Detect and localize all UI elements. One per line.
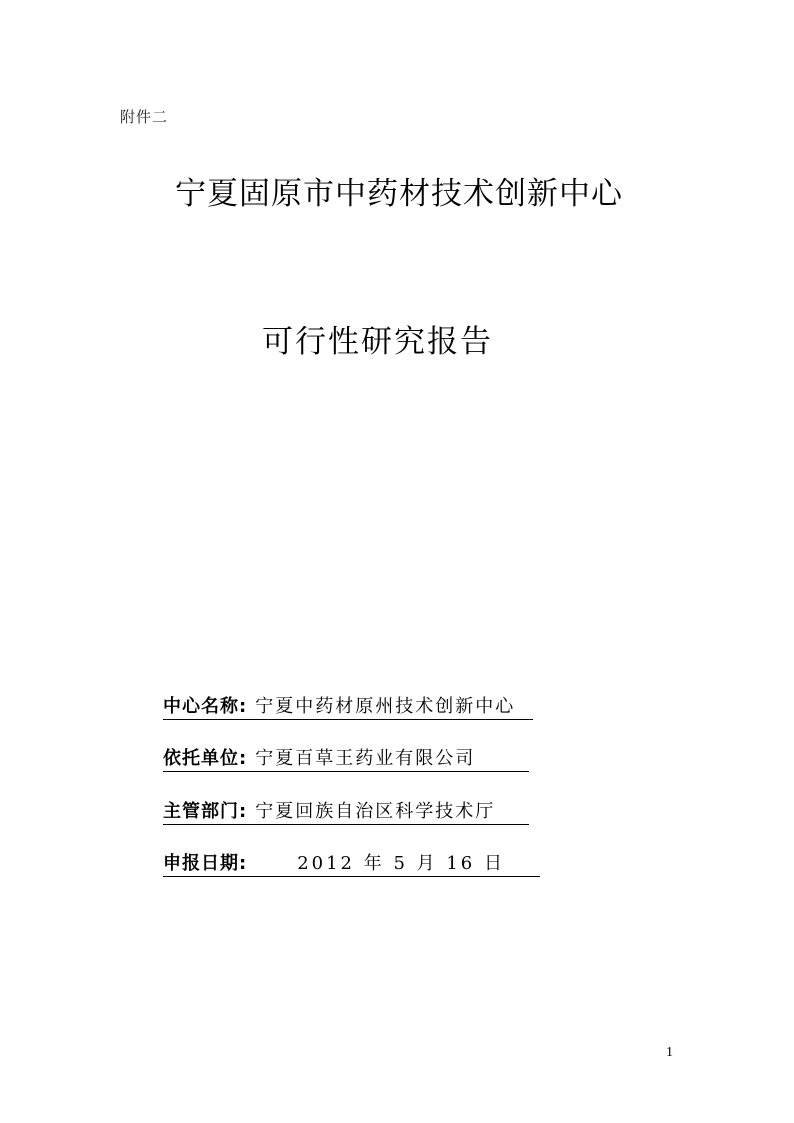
field-supervising-dept [163,799,529,825]
field-center-name [163,694,533,720]
field-application-date [163,851,540,877]
field-label: 申报日期: [163,849,247,877]
field-value: 2012 年 5 月 16 日 [247,849,540,877]
attachment-label: 附件二 [120,108,169,126]
page-number: 1 [666,1045,673,1060]
document-subtitle: 可行性研究报告 [262,324,493,360]
field-value: 宁夏回族自治区科学技术厅 [247,797,529,825]
field-label: 主管部门: [163,797,247,825]
field-host-unit [163,746,529,772]
document-title: 宁夏固原市中药材技术创新中心 [175,176,623,212]
field-label: 依托单位: [163,744,247,772]
field-value: 宁夏百草王药业有限公司 [247,744,529,772]
field-value: 宁夏中药材原州技术创新中心 [247,692,533,720]
field-label: 中心名称: [163,692,247,720]
